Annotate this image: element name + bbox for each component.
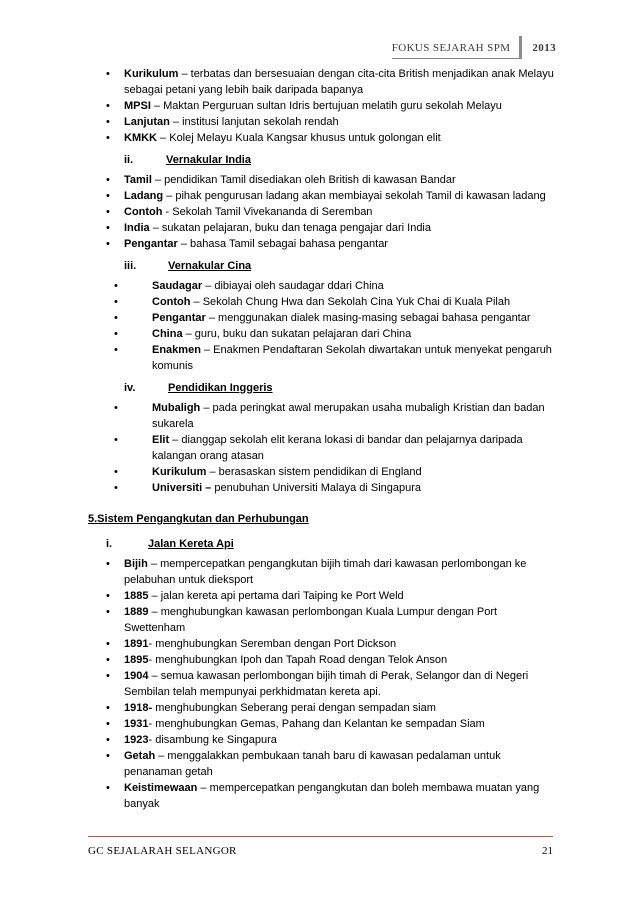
list-item-term: MPSI — [124, 100, 151, 112]
bullet-icon: • — [106, 132, 110, 144]
list-item — [0, 130, 638, 146]
bullet-icon: • — [106, 750, 110, 762]
list-item-text — [124, 204, 556, 220]
subheading-number: i. — [106, 538, 113, 550]
bullet-icon: • — [114, 328, 118, 340]
list-item — [0, 188, 638, 204]
list-item-description: – sukatan pelajaran, buku dan tenaga pengajar dari India — [149, 222, 431, 234]
bullet-icon: • — [114, 402, 118, 414]
list-item — [0, 556, 638, 588]
list-item — [0, 326, 638, 342]
list-item-term: 1918- — [124, 702, 153, 714]
list-item — [0, 172, 638, 188]
list-item-text — [124, 604, 560, 636]
bullet-icon: • — [106, 638, 110, 650]
bullet-list-jalan-kereta-api — [0, 556, 638, 812]
bullet-icon: • — [114, 344, 118, 356]
bullet-list-pendidikan-inggeris — [0, 400, 638, 496]
bullet-icon: • — [106, 654, 110, 666]
list-item-term: Ladang — [124, 190, 164, 202]
bullet-icon: • — [106, 222, 110, 234]
list-item — [0, 310, 638, 326]
list-item-description: – Enakmen Pendaftaran Sekolah diwartakan untuk menyekat pengaruh komunis — [152, 344, 552, 372]
list-item-description: - menghubungkan Seremban dengan Port Dickson — [148, 638, 397, 650]
list-item-description: – Maktan Perguruan sultan Idris bertujuan melatih guru sekolah Melayu — [150, 100, 502, 112]
list-item — [0, 716, 638, 732]
subheading-vernakular-cina — [0, 258, 638, 278]
list-item — [0, 204, 638, 220]
bullet-icon: • — [106, 734, 110, 746]
list-item — [0, 98, 638, 114]
list-item-term: 1885 — [124, 590, 149, 602]
list-item — [0, 748, 638, 780]
list-item-text — [152, 342, 564, 374]
bullet-list-vernakular-india — [0, 172, 638, 252]
list-item — [0, 652, 638, 668]
bullet-icon: • — [114, 280, 118, 292]
subheading-title: Vernakular Cina — [168, 260, 252, 272]
list-item-term: 1889 — [124, 606, 149, 618]
list-item — [0, 236, 638, 252]
list-item-term: 1895 — [124, 654, 149, 666]
bullet-icon: • — [106, 190, 110, 202]
list-item-text — [124, 220, 556, 236]
list-item-term: China — [152, 328, 183, 340]
list-item — [0, 66, 638, 98]
bullet-icon: • — [106, 238, 110, 250]
list-item-description: – Kolej Melayu Kuala Kangsar khusus untuk golongan elit — [157, 132, 441, 144]
bullet-icon: • — [114, 312, 118, 324]
list-item-term: Saudagar — [152, 280, 203, 292]
bullet-icon: • — [106, 558, 110, 570]
list-item-text — [124, 780, 560, 812]
bullet-icon: • — [106, 206, 110, 218]
page-content — [0, 66, 638, 812]
list-item-term: 1904 — [124, 670, 149, 682]
list-item-term: Elit — [152, 434, 170, 446]
list-item-term: India — [124, 222, 150, 234]
list-item-term: Mubaligh — [152, 402, 201, 414]
list-item-description: – berasaskan sistem pendidikan di England — [206, 466, 422, 478]
subheading-vernakular-india — [0, 152, 638, 172]
list-item-term: 1891 — [124, 638, 149, 650]
list-item — [0, 700, 638, 716]
list-item-description: – pihak pengurusan ladang akan membiayai sekolah Tamil di kawasan ladang — [163, 190, 546, 202]
list-item-description: penubuhan Universiti Malaya di Singapura — [211, 482, 422, 494]
list-item — [0, 636, 638, 652]
list-item — [0, 400, 638, 432]
list-item-description: – mempercepatkan pengangkutan dan boleh membawa muatan yang banyak — [124, 782, 540, 810]
subheading-number: ii. — [124, 154, 134, 166]
list-item-description: menghubungkan Seberang perai dengan sempadan siam — [152, 702, 436, 714]
list-item-text — [124, 98, 556, 114]
subheading-title: Jalan Kereta Api — [148, 538, 234, 550]
list-item-description: – semua kawasan perlombongan bijih timah di Perak, Selangor dan di Negeri Sembilan telah mempunyai perkhidmatan kereta api. — [124, 670, 529, 698]
list-item-description: – bahasa Tamil sebagai bahasa pengantar — [177, 238, 388, 250]
list-item-text — [124, 636, 560, 652]
list-item-description: - menghubungkan Ipoh dan Tapah Road dengan Telok Anson — [148, 654, 448, 666]
list-item-text — [152, 480, 564, 496]
bullet-icon: • — [106, 174, 110, 186]
list-item-text — [152, 464, 564, 480]
list-item-text — [124, 748, 560, 780]
section-heading: 5.Sistem Pengangkutan dan Perhubungan — [88, 513, 309, 525]
list-item — [0, 604, 638, 636]
list-item-description: – terbatas dan bersesuaian dengan cita-cita British menjadikan anak Melayu sebagai petani yang lebih baik daripada bapanya — [124, 68, 554, 96]
bullet-icon: • — [106, 590, 110, 602]
bullet-icon: • — [106, 782, 110, 794]
list-item-text — [152, 294, 564, 310]
subheading-number: iv. — [124, 382, 136, 394]
bullet-icon: • — [106, 670, 110, 682]
list-item-text — [124, 556, 560, 588]
list-item-term: 1931 — [124, 718, 149, 730]
list-item-term: Pengantar — [124, 238, 178, 250]
list-item-term: Keistimewaan — [124, 782, 198, 794]
bullet-icon: • — [106, 116, 110, 128]
list-item-term: Kurikulum — [152, 466, 207, 478]
list-item — [0, 668, 638, 700]
subheading-jalan-kereta-api — [0, 536, 638, 556]
header-year: 2013 — [532, 42, 556, 54]
bullet-icon: • — [114, 466, 118, 478]
list-item-description: - disambung ke Singapura — [148, 734, 277, 746]
list-item-term: KMKK — [124, 132, 157, 144]
list-item-term: Lanjutan — [124, 116, 170, 128]
bullet-icon: • — [106, 606, 110, 618]
list-item-description: – menghubungkan kawasan perlombongan Kuala Lumpur dengan Port Swettenham — [124, 606, 498, 634]
list-item-text — [124, 172, 556, 188]
list-item-text — [124, 236, 556, 252]
list-item-description: – jalan kereta api pertama dari Taiping ke Port Weld — [148, 590, 404, 602]
list-item-text — [152, 326, 564, 342]
list-item-description: – pada peringkat awal merupakan usaha mubaligh Kristian dan badan sukarela — [152, 402, 545, 430]
list-item-description: – pendidikan Tamil disediakan oleh British di kawasan Bandar — [151, 174, 456, 186]
list-item — [0, 294, 638, 310]
bullet-icon: • — [114, 434, 118, 446]
list-item-text — [124, 114, 556, 130]
bullet-icon: • — [114, 296, 118, 308]
list-item-term: Bijih — [124, 558, 148, 570]
list-item-text — [124, 588, 560, 604]
bullet-icon: • — [106, 718, 110, 730]
list-item-description: – menggalakkan pembukaan tanah baru di kawasan pedalaman untuk penanaman getah — [124, 750, 501, 778]
list-item — [0, 588, 638, 604]
list-item — [0, 464, 638, 480]
list-item — [0, 220, 638, 236]
bullet-list-vernakular-cina — [0, 278, 638, 374]
list-item-text — [124, 732, 560, 748]
list-item-text — [152, 432, 564, 464]
list-item-term: Getah — [124, 750, 156, 762]
list-item-description: - menghubungkan Gemas, Pahang dan Kelantan ke sempadan Siam — [148, 718, 485, 730]
list-item-text — [124, 716, 560, 732]
list-item-text — [124, 66, 556, 98]
list-item-term: Kurikulum — [124, 68, 179, 80]
list-item-term: Enakmen — [152, 344, 201, 356]
header-title: FOKUS SEJARAH SPM — [392, 36, 520, 59]
subheading-pendidikan-inggeris — [0, 380, 638, 400]
list-item — [0, 278, 638, 294]
bullet-icon: • — [114, 482, 118, 494]
list-item-text — [152, 278, 564, 294]
list-item — [0, 480, 638, 496]
bullet-icon: • — [106, 100, 110, 112]
list-item-description: – institusi lanjutan sekolah rendah — [169, 116, 339, 128]
list-item-text — [124, 652, 560, 668]
list-item-term: Contoh — [124, 206, 163, 218]
list-item — [0, 342, 638, 374]
list-item — [0, 732, 638, 748]
footer-label: GC SEJALARAH SELANGOR — [88, 845, 237, 857]
list-item — [0, 432, 638, 464]
list-item-term: 1923 — [124, 734, 149, 746]
page-header — [392, 36, 556, 59]
list-item-description: – mempercepatkan pengangkutan bijih timah dari kawasan perlombongan ke pelabuhan untuk dieksport — [124, 558, 527, 586]
list-item-term: Pengantar — [152, 312, 206, 324]
list-item-description: – guru, buku dan sukatan pelajaran dari China — [182, 328, 412, 340]
list-item-term: Contoh — [152, 296, 191, 308]
list-item-text — [124, 668, 560, 700]
list-item-text — [124, 188, 556, 204]
list-item-term: Tamil — [124, 174, 152, 186]
list-item-term: Universiti – — [152, 482, 212, 494]
page-footer — [88, 836, 553, 857]
list-item-description: - Sekolah Tamil Vivekananda di Seremban — [162, 206, 373, 218]
list-item — [0, 780, 638, 812]
bullet-icon: • — [106, 702, 110, 714]
subheading-number: iii. — [124, 260, 137, 272]
list-item-text — [152, 400, 564, 432]
list-item-text — [124, 130, 556, 146]
list-item-description: – dianggap sekolah elit kerana lokasi di bandar dan pelajarnya daripada kalangan orang atasan — [152, 434, 523, 462]
list-item — [0, 114, 638, 130]
subheading-title: Vernakular India — [166, 154, 251, 166]
list-item-description: – dibiayai oleh saudagar ddari China — [202, 280, 384, 292]
subheading-title: Pendidikan Inggeris — [168, 382, 273, 394]
bullet-icon: • — [106, 68, 110, 80]
list-item-text — [124, 700, 560, 716]
list-item-text — [152, 310, 564, 326]
bullet-list-pendidikan-melayu — [0, 66, 638, 146]
list-item-description: – menggunakan dialek masing-masing sebagai bahasa pengantar — [205, 312, 531, 324]
page-number: 21 — [542, 845, 553, 857]
list-item-description: – Sekolah Chung Hwa dan Sekolah Cina Yuk Chai di Kuala Pilah — [190, 296, 511, 308]
